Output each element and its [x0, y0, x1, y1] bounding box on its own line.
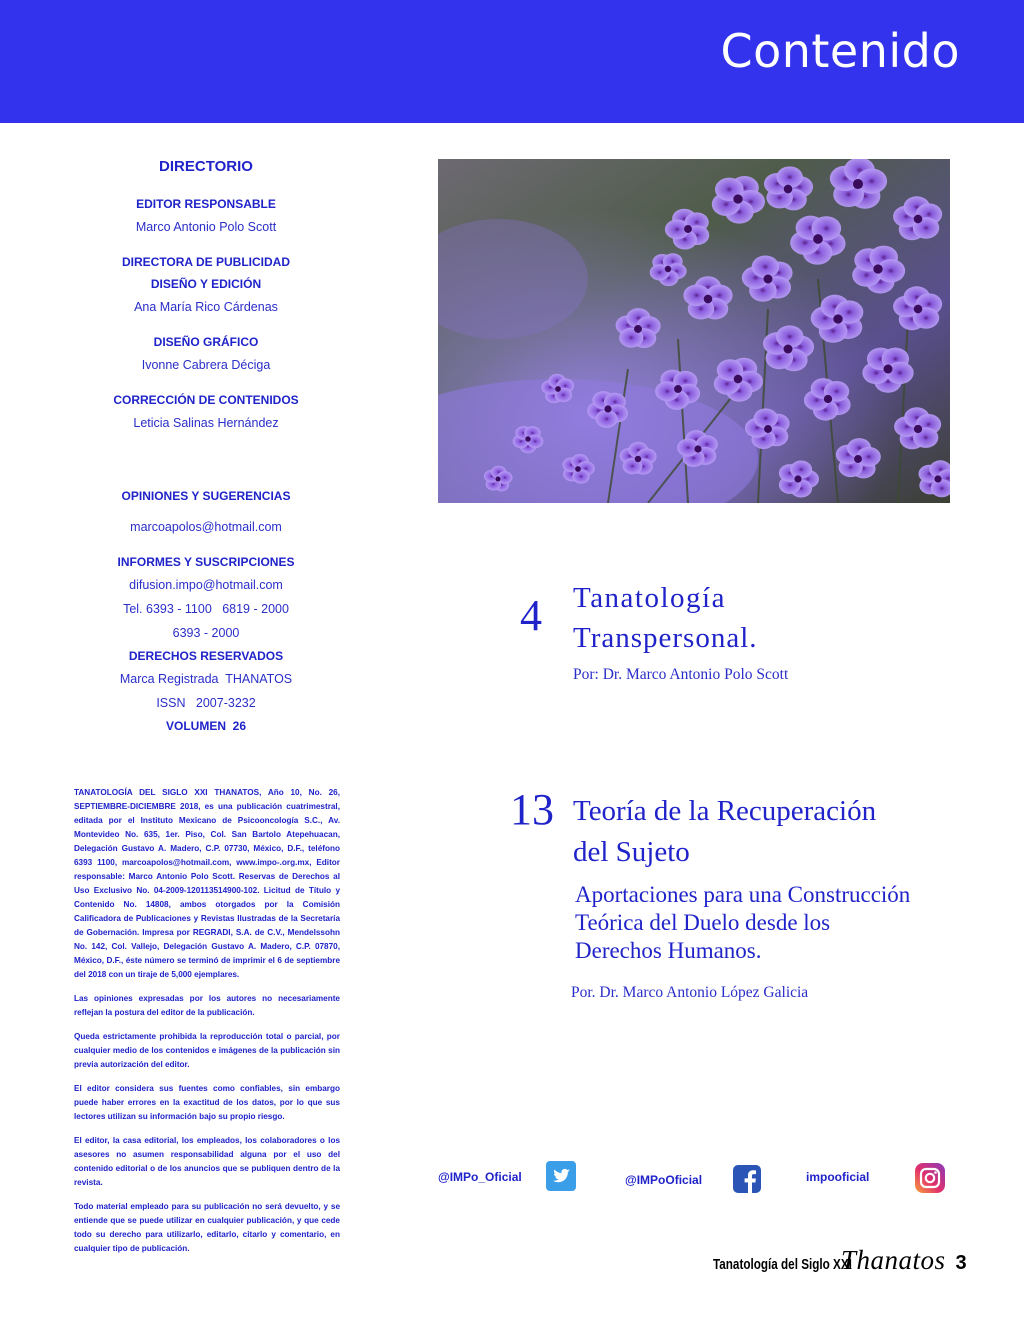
entry-subtitle-line-2: Teórica del Duelo desde los	[575, 910, 831, 935]
legal-notice	[74, 786, 340, 1266]
directory-heading: DIRECTORIO	[159, 158, 253, 175]
entry-page-13: 13	[510, 785, 554, 834]
issn: ISSN 2007-3232	[156, 696, 256, 710]
legal-paragraph: Las opiniones expresadas por los autores no necesariamente reflejan la postura del editor de la publicación.	[74, 994, 340, 1017]
legal-paragraph: Queda estrictamente prohibida la reproducción total o parcial, por cualquier medio de los contenidos e imágenes de la publicación sin previa autorización del editor.	[74, 1032, 340, 1069]
opinions-email[interactable]: marcoapolos@hotmail.com	[130, 520, 282, 534]
entry-title-line-1[interactable]: Tanatología	[573, 582, 726, 614]
legal-paragraph: El editor considera sus fuentes como confiables, sin embargo puede haber errores en la exactitud de los datos, por lo que sus lectores utilizan su información bajo su propio riesgo.	[74, 1084, 340, 1121]
legal-paragraph: TANATOLOGÍA DEL SIGLO XXI THANATOS, Año 10, No. 26, SEPTIEMBRE-DICIEMBRE 2018, es una publicación cuatrimestral, editada por el Instituto Mexicano de Psicooncología S.C., Av. Montevideo No. 635, 1er. Piso, Col. San Bartolo Atepehuacan, Delegación Gustavo A. Madero, C.P. 07730, México, D.F., teléfono 6393 1100, marcoapolos@hotmail.com, www.impo-.org.mx, Editor responsable: Marco Antonio Polo Scott. Reservas de Derechos al Uso Exclusivo No. 04-2009-120113514900-102. Licitud de Título y Contenido No. 14808, ambos otorgados por la Comisión Calificadora de Publicaciones y Revistas Ilustradas de la Secretaría de Gobernación. Impresa por REGRADI, S.A. de C.V., Mendelssohn No. 142, Col. Vallejo, Delegación Gustavo A. Madero, C.P. 07870, México, D.F., éste número se terminó de imprimir el 6 de septiembre del 2018 con un tiraje de 5,000 ejemplares.	[74, 788, 340, 979]
design-edit-label: DISEÑO Y EDICIÓN	[150, 277, 262, 291]
graphic-label: DISEÑO GRÁFICO	[153, 335, 259, 349]
entry-author: Por: Dr. Marco Antonio Polo Scott	[573, 666, 789, 683]
trademark: Marca Registrada THANATOS	[119, 672, 293, 686]
legal-paragraph: Todo material empleado para su publicación no será devuelto, y se entiende que se puede utilizar en cualquier publicación, y que cede todo su derecho para utilizarlo, editarlo, citarlo y comentario, en cualquier tipo de publicación.	[74, 1202, 340, 1253]
opinions-label: OPINIONES Y SUGERENCIAS	[121, 489, 291, 503]
page-number: 3	[955, 1252, 967, 1274]
instagram-icon[interactable]	[915, 1163, 945, 1193]
volume: VOLUMEN 26	[165, 719, 246, 733]
instagram-handle[interactable]: impooficial	[806, 1170, 870, 1184]
entry-title-line-2[interactable]: Transpersonal.	[573, 622, 758, 654]
header-band	[0, 0, 1024, 123]
correction-name: Leticia Salinas Hernández	[133, 416, 279, 430]
entry-page-4: 4	[520, 591, 542, 640]
correction-label: CORRECCIÓN DE CONTENIDOS	[113, 393, 299, 407]
editor-label: EDITOR RESPONSABLE	[136, 197, 276, 211]
facebook-icon[interactable]	[733, 1165, 761, 1193]
flowers-photo	[438, 159, 950, 503]
flowers-illustration	[438, 159, 950, 503]
entry-author: Por. Dr. Marco Antonio López Galicia	[571, 984, 809, 1001]
publicity-name: Ana María Rico Cárdenas	[134, 300, 278, 314]
directory	[70, 150, 342, 737]
twitter-icon[interactable]	[546, 1161, 576, 1191]
graphic-name: Ivonne Cabrera Déciga	[141, 358, 271, 372]
legal-paragraph: El editor, la casa editorial, los empleados, los colaboradores o los asesores no asumen responsabilidad alguna por el uso del contenido editorial o de los anuncios que se publiquen dentro de la revista.	[74, 1136, 340, 1187]
phone-line-2: 6393 - 2000	[172, 626, 240, 640]
info-email[interactable]: difusion.impo@hotmail.com	[129, 578, 283, 592]
magazine-name: Tanatología del Siglo XXI	[713, 1256, 852, 1273]
page-footer	[713, 1245, 967, 1275]
page-title: Contenido	[720, 24, 960, 78]
editor-name: Marco Antonio Polo Scott	[135, 220, 277, 234]
entry-title-line-2[interactable]: del Sujeto	[573, 836, 690, 868]
brand-logo: Thanatos	[841, 1245, 946, 1275]
publicity-label: DIRECTORA DE PUBLICIDAD	[121, 255, 290, 269]
twitter-handle[interactable]: @IMPo_Oficial	[438, 1170, 522, 1184]
rights-label: DERECHOS RESERVADOS	[128, 649, 284, 663]
entry-title-line-1[interactable]: Teoría de la Recuperación	[573, 795, 877, 827]
phone-line-1: Tel. 6393 - 1100 6819 - 2000	[123, 602, 289, 616]
entry-subtitle-line-1: Aportaciones para una Construcción	[575, 882, 911, 907]
facebook-handle[interactable]: @IMPoOficial	[625, 1173, 703, 1187]
info-label: INFORMES Y SUSCRIPCIONES	[117, 555, 295, 569]
entry-subtitle-line-3: Derechos Humanos.	[575, 938, 762, 963]
